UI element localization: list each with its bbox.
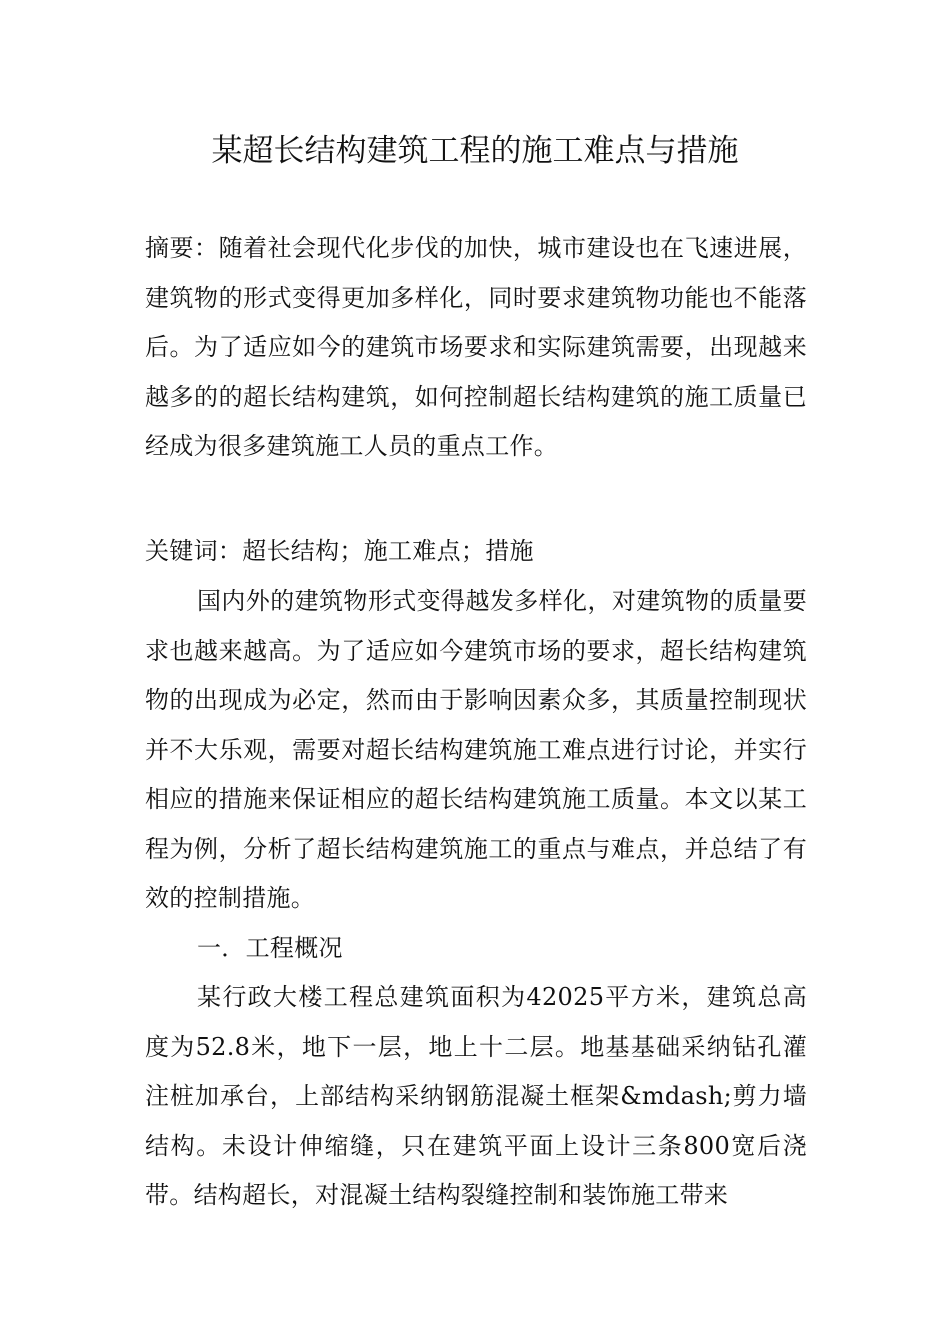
abstract-paragraph: 摘要：随着社会现代化步伐的加快，城市建设也在飞速进展，建筑物的形式变得更加多样化，同时要求建筑物功能也不能落后。为了适应如今的建筑市场要求和实际建筑需要，出现越来越多的的超长结构建筑，如何控制超长结构建筑的施工质量已经成为很多建筑施工人员的重点工作。 [145, 234, 807, 460]
section-heading: 一．工程概况 [197, 933, 343, 962]
intro-paragraph: 国内外的建筑物形式变得越发多样化，对建筑物的质量要求也越来越高。为了适应如今建筑市场的要求，超长结构建筑物的出现成为必定，然而由于影响因素众多，其质量控制现状并不大乐观，需要对超长结构建筑施工难点进行讨论，并实行相应的措施来保证相应的超长结构建筑施工质量。本文以某工程为例，分析了超长结构建筑施工的重点与难点，并总结了有效的控制措施。 [145, 587, 807, 912]
body-text [145, 577, 807, 1221]
document-title: 某超长结构建筑工程的施工难点与措施 [211, 133, 739, 169]
keywords-line: 关键词：超长结构；施工难点；措施 [145, 537, 534, 565]
overview-paragraph: 某行政大楼工程总建筑面积为42025平方米，建筑总高度为52.8米，地下一层，地上十二层。地基基础采纳钻孔灌注桩加承台，上部结构采纳钢筋混凝土框架&mdash;剪力墙结构。未设计伸缩缝，只在建筑平面上设计三条800宽后浇带。结构超长，对混凝土结构裂缝控制和装饰施工带来 [145, 983, 807, 1209]
